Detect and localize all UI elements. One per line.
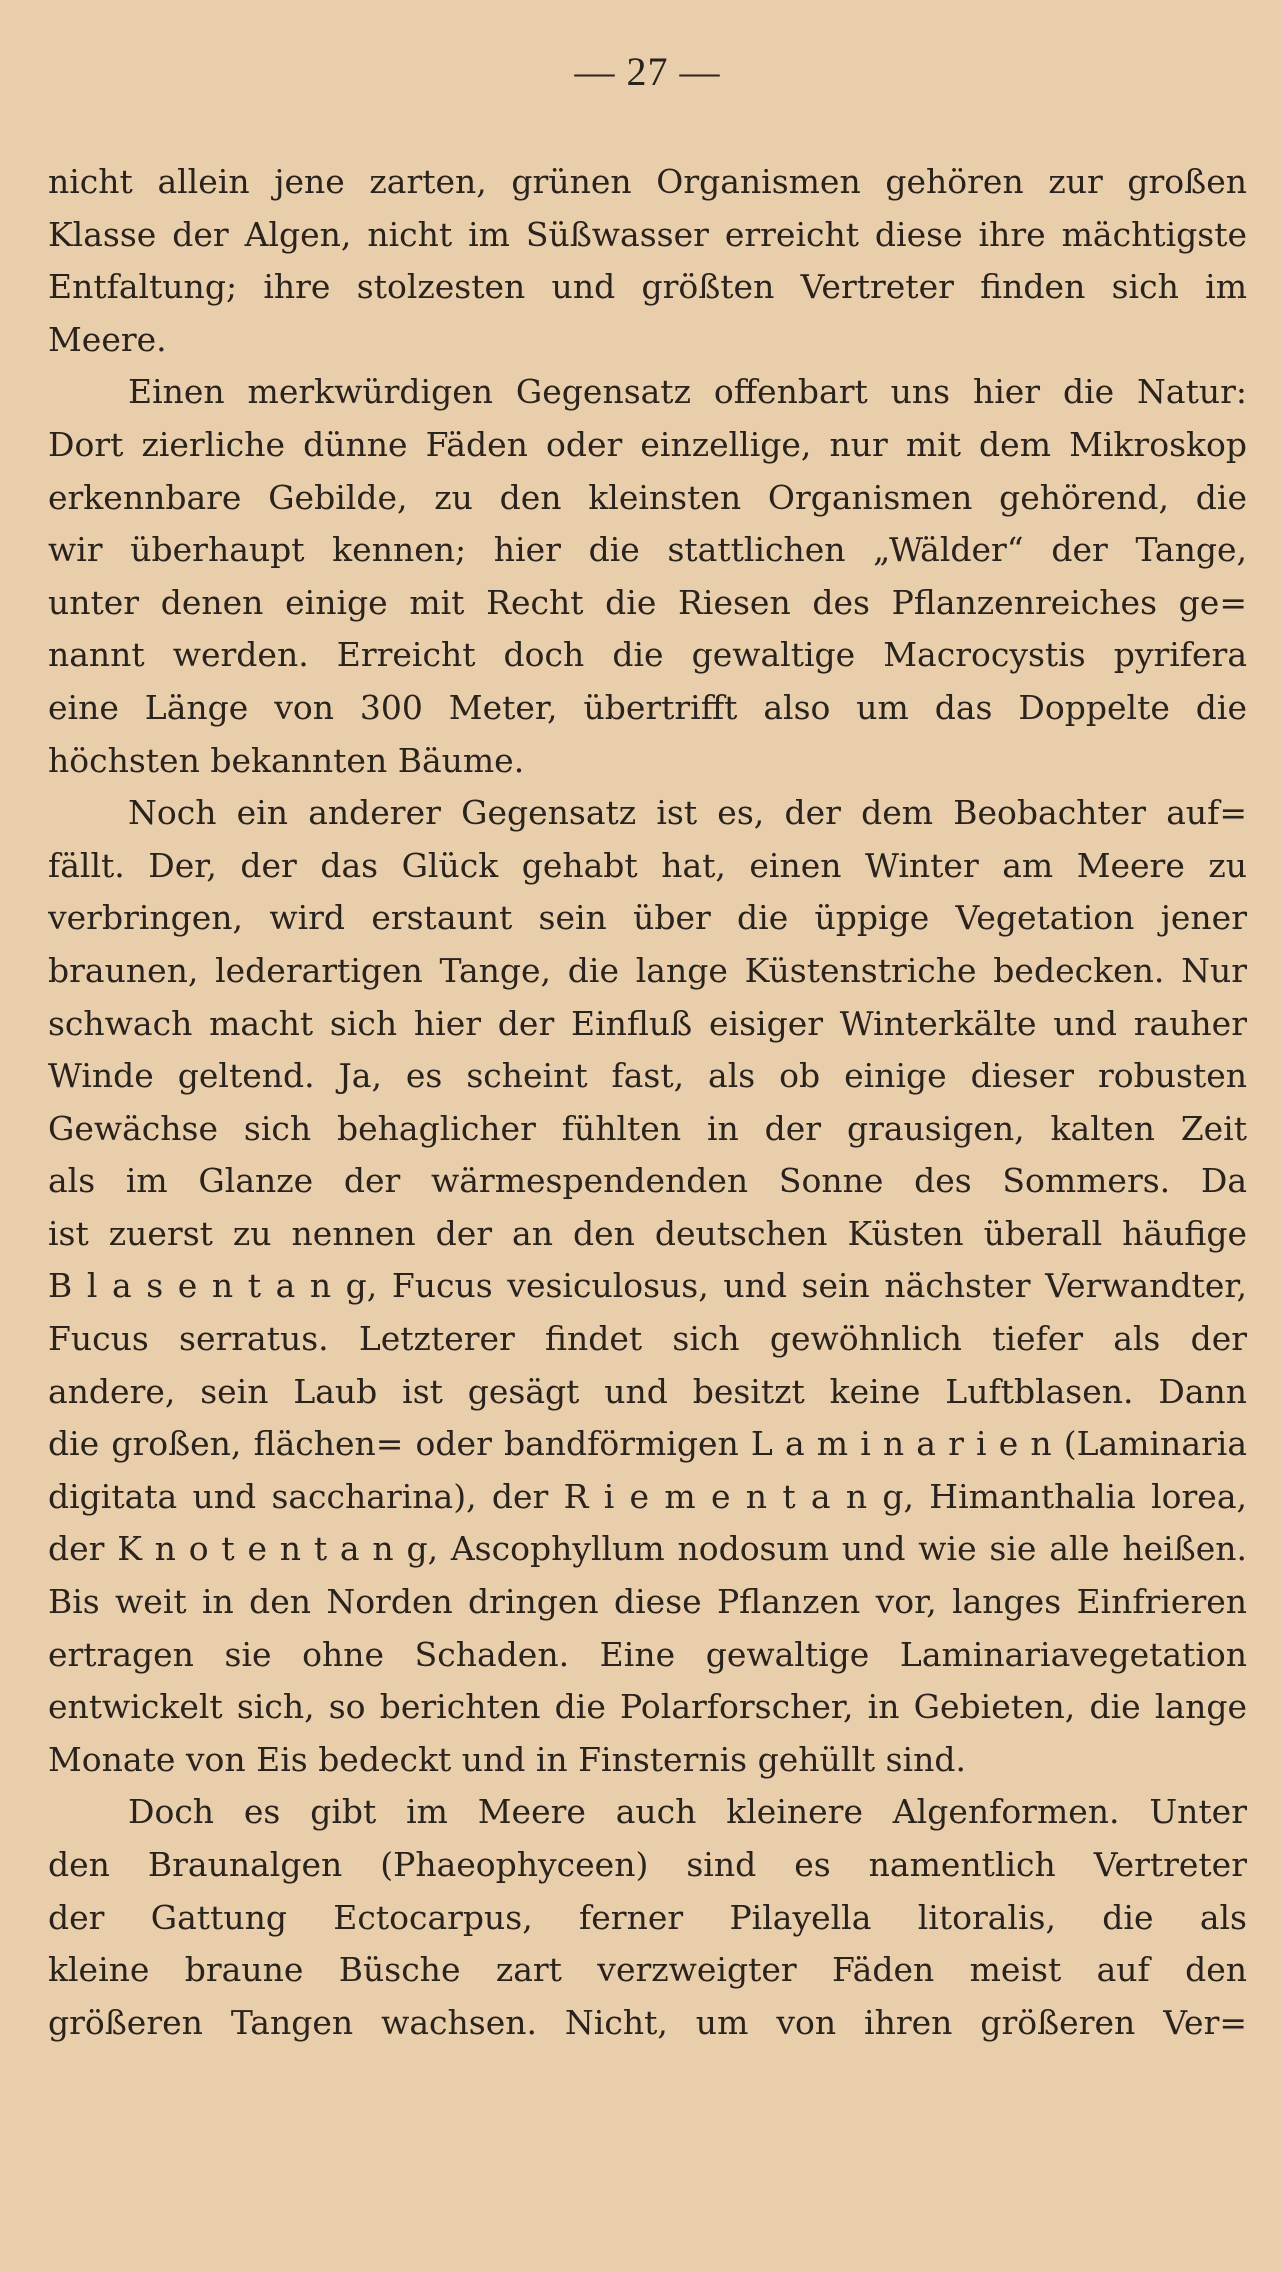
text-line: Noch ein anderer Gegensatz ist es, der dem Beobachter auf= (128, 793, 1247, 833)
paragraph (48, 787, 1247, 1786)
text-line: wir überhaupt kennen; hier die stattlichen „Wälder“ der Tange, (48, 530, 1247, 570)
text-line: erkennbare Gebilde, zu den kleinsten Organismen gehörend, die (48, 477, 1247, 517)
text-line: die großen, flächen= oder bandförmigen L a m i n a r i e n (Laminaria (48, 1424, 1247, 1464)
page-number: — 27 — (574, 49, 721, 94)
text-line: als im Glanze der wärmespendenden Sonne des Sommers. Da (48, 1161, 1247, 1201)
text-line: nicht allein jene zarten, grünen Organismen gehören zur großen (48, 162, 1247, 201)
paragraph (48, 366, 1247, 787)
text-line: Doch es gibt im Meere auch kleinere Algenformen. Unter (128, 1792, 1247, 1832)
body-text (48, 156, 1247, 2049)
text-line: Meere. (48, 319, 167, 359)
text-line: nannt werden. Erreicht doch die gewaltige Macrocystis pyrifera (48, 635, 1247, 675)
text-line: Klasse der Algen, nicht im Süßwasser erreicht diese ihre mächtigste (48, 214, 1247, 254)
text-line: Dort zierliche dünne Fäden oder einzellige, nur mit dem Mikroskop (48, 424, 1247, 464)
text-line: B l a s e n t a n g, Fucus vesiculosus, und sein nächster Verwandter, (48, 1266, 1247, 1306)
text-line: schwach macht sich hier der Einfluß eisiger Winterkälte und rauher (48, 1003, 1247, 1043)
text-line: eine Länge von 300 Meter, übertrifft also um das Doppelte die (48, 687, 1247, 727)
text-line: Gewächse sich behaglicher fühlten in der grausigen, kalten Zeit (48, 1108, 1247, 1148)
text-line: andere, sein Laub ist gesägt und besitzt keine Luftblasen. Dann (48, 1371, 1247, 1411)
text-line: Einen merkwürdigen Gegensatz offenbart uns hier die Natur: (128, 372, 1247, 412)
text-line: der K n o t e n t a n g, Ascophyllum nodosum und wie sie alle heißen. (48, 1529, 1247, 1569)
paragraph (48, 156, 1247, 366)
text-line: ertragen sie ohne Schaden. Eine gewaltige Laminariavegetation (48, 1634, 1247, 1674)
text-line: Entfaltung; ihre stolzesten und größten Vertreter finden sich im (48, 267, 1247, 307)
text-line: fällt. Der, der das Glück gehabt hat, einen Winter am Meere zu (48, 845, 1247, 885)
text-line: größeren Tangen wachsen. Nicht, um von ihren größeren Ver= (48, 2002, 1247, 2042)
text-line: Winde geltend. Ja, es scheint fast, als ob einige dieser robusten (48, 1056, 1247, 1096)
text-line: braunen, lederartigen Tange, die lange Küstenstriche bedecken. Nur (48, 950, 1247, 990)
text-line: kleine braune Büsche zart verzweigter Fäden meist auf den (48, 1950, 1247, 1990)
text-line: ist zuerst zu nennen der an den deutschen Küsten überall häufige (48, 1213, 1247, 1253)
text-line: der Gattung Ectocarpus, ferner Pilayella litoralis, die als (48, 1897, 1247, 1937)
text-line: entwickelt sich, so berichten die Polarforscher, in Gebieten, die lange (48, 1687, 1247, 1727)
text-line: Bis weit in den Norden dringen diese Pflanzen vor, langes Einfrieren (48, 1582, 1247, 1622)
text-line: unter denen einige mit Recht die Riesen des Pflanzenreiches ge= (48, 582, 1247, 622)
text-line: den Braunalgen (Phaeophyceen) sind es namentlich Vertreter (48, 1845, 1247, 1884)
text-line: verbringen, wird erstaunt sein über die üppige Vegetation jener (48, 898, 1247, 938)
text-line: höchsten bekannten Bäume. (48, 740, 525, 780)
text-line: Fucus serratus. Letzterer findet sich gewöhnlich tiefer als der (48, 1319, 1247, 1359)
paragraph (48, 1786, 1247, 2049)
text-line: digitata und saccharina), der R i e m e n t a n g, Himanthalia lorea, (48, 1476, 1247, 1516)
text-line: Monate von Eis bedeckt und in Finsternis gehüllt sind. (48, 1739, 966, 1779)
